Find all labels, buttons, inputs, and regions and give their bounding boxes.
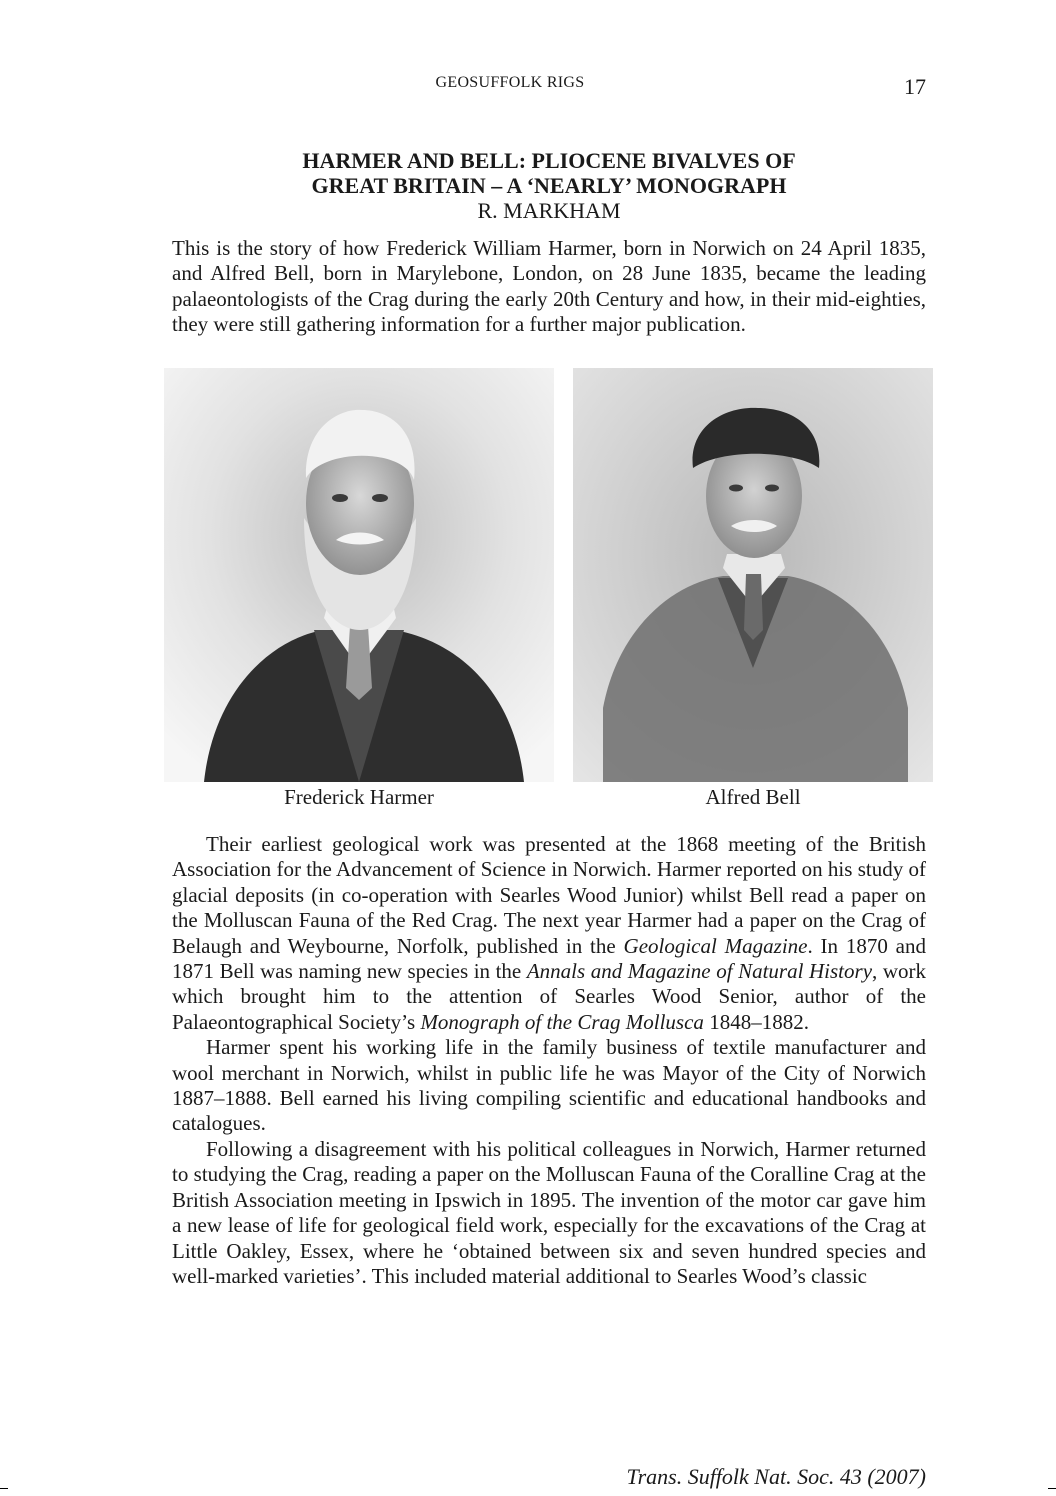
article-author: R. MARKHAM	[477, 198, 621, 223]
portrait-bell-illustration	[573, 368, 933, 782]
footer-citation: Trans. Suffolk Nat. Soc. 43 (2007)	[626, 1464, 926, 1489]
portrait-harmer-illustration	[164, 368, 554, 782]
body-paragraph-3: Following a disagreement with his political colleagues in Norwich, Harmer returned to studying the Crag, reading a paper on the Molluscan Fauna of the Coralline Crag at the British Association meeting in Ipswich in 1895. The invention of the motor car gave him a new lease of life for geological field work, especially for the excavations of the Crag at Little Oakley, Essex, where he ‘obtained between six and seven hundred species and well-marked varieties’. This included material additional to Searles Wood’s classic	[172, 1136, 926, 1288]
caption-frederick-harmer: Frederick Harmer	[284, 785, 434, 809]
running-head: GEOSUFFOLK RIGS	[435, 74, 585, 91]
intro-paragraph-block	[172, 236, 926, 338]
body-paragraph-1	[172, 832, 926, 1035]
article-title-line-1: HARMER AND BELL: PLIOCENE BIVALVES OF	[302, 148, 796, 173]
body-text-block	[172, 832, 926, 1289]
body-p1-italic-geological-magazine: Geological Magazine	[623, 933, 808, 958]
body-p1-part-c: , work which brought him to the attention of Searles Wood Senior, author of the Palaeontographical Society’s	[172, 959, 926, 1034]
intro-paragraph: This is the story of how Frederick William Harmer, born in Norwich on 24 April 1835, and Alfred Bell, born in Marylebone, London, on 28 June 1835, became the leading palaeontologists of the Crag during the early 20th Century and how, in their mid-eighties, they were still gathering information for a further major publication.	[172, 236, 926, 337]
body-p1-part-d: 1848–1882.	[703, 1009, 809, 1034]
page-number: 17	[904, 74, 926, 99]
article-title-block	[172, 148, 926, 224]
crop-mark-bottom-left	[0, 1488, 8, 1489]
portrait-frederick-harmer	[164, 368, 554, 782]
body-paragraph-2: Harmer spent his working life in the family business of textile manufacturer and wool merchant in Norwich, whilst in public life he was Mayor of the City of Norwich 1887–1888. Bell earned his living compiling scientific and educational handbooks and catalogues.	[172, 1035, 926, 1136]
body-p1-part-a: Their earliest geological work was presented at the 1868 meeting of the British Association for the Advancement of Science in Norwich. Harmer reported on his study of glacial deposits (in co-operation with Searles Wood Junior) whilst Bell read a paper on the Molluscan Fauna of the Red Crag. The next year Harmer had a paper on the Crag of Belaugh and Weybourne, Norfolk, published in the	[172, 832, 926, 958]
portrait-alfred-bell	[573, 368, 933, 782]
body-p1-italic-annals: Annals and Magazine of Natural History	[526, 959, 873, 984]
caption-alfred-bell: Alfred Bell	[705, 785, 801, 809]
crop-mark-bottom-right	[1048, 1488, 1056, 1489]
article-title-line-2: GREAT BRITAIN – A ‘NEARLY’ MONOGRAPH	[311, 173, 787, 198]
body-p1-italic-monograph: Monograph of the Crag Mollusca	[420, 1009, 704, 1034]
body-p1-part-b: . In 1870 and 1871 Bell was naming new species in the	[172, 933, 926, 984]
